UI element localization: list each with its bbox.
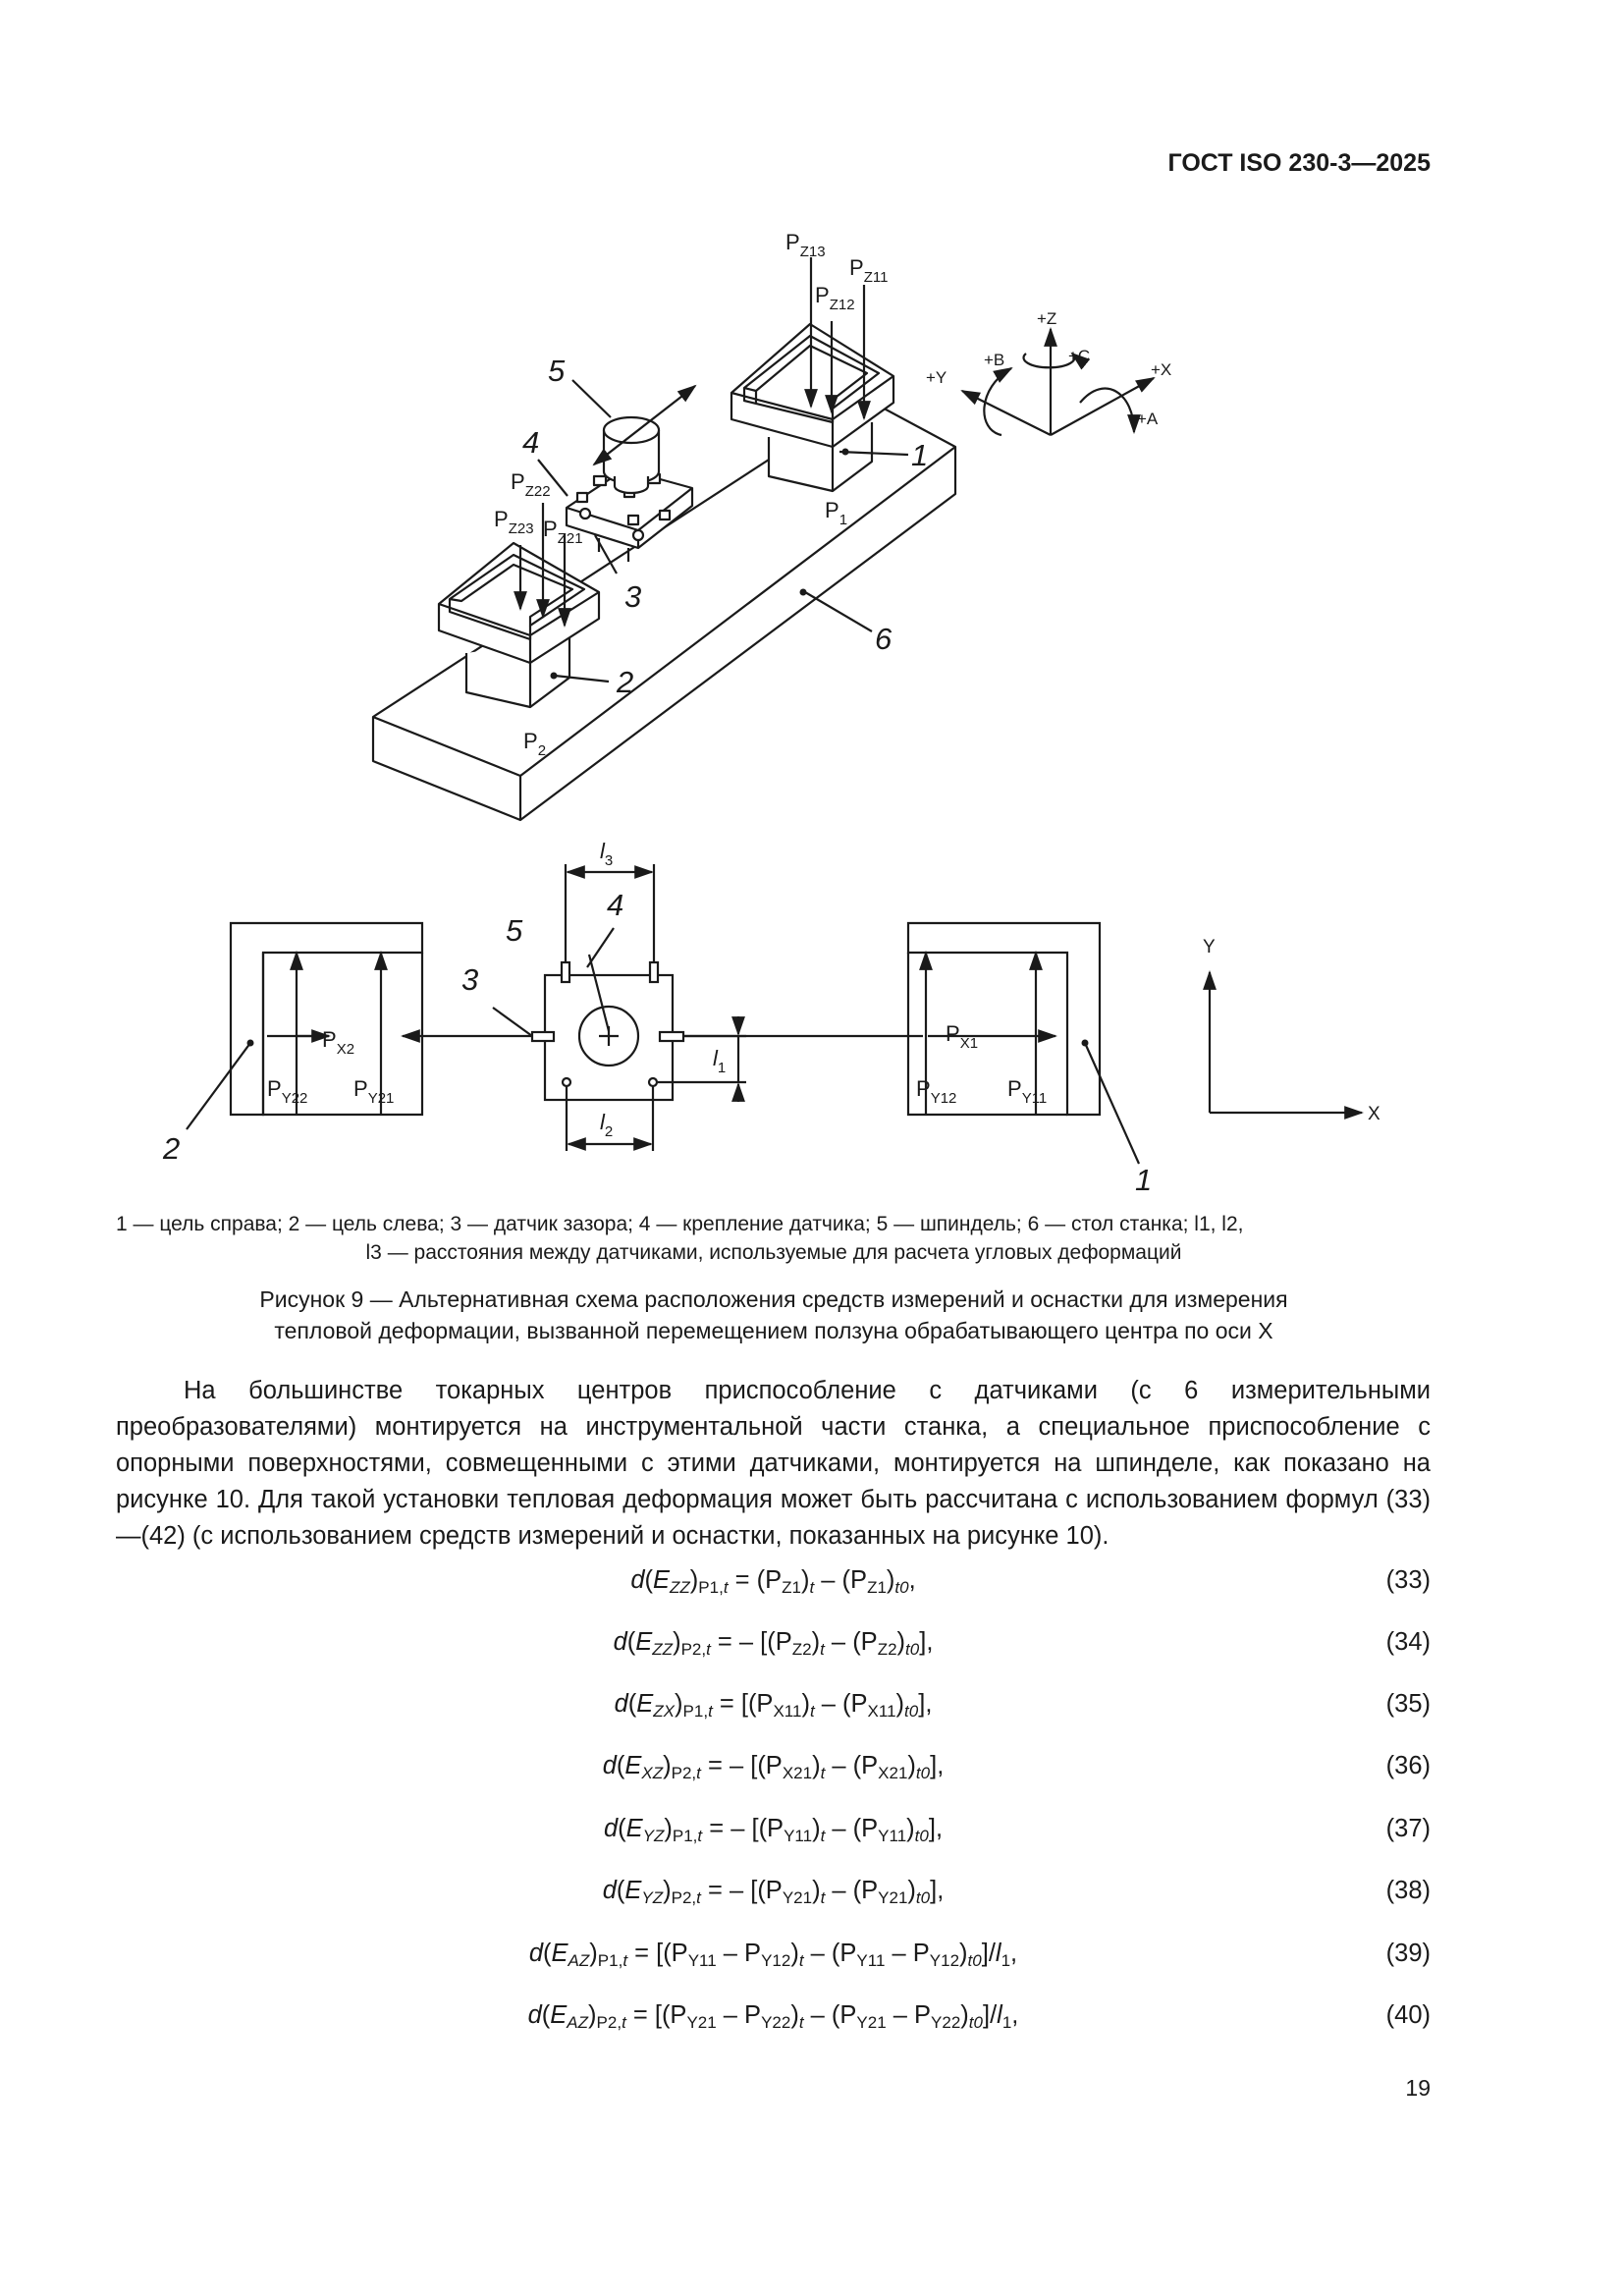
plan-callout-2: 2 (163, 1131, 181, 1166)
equation-formula: $d(E_{ZX})_{P1,t} = [(P_{X11})_t - (P_{X11})_{t0}]$, (614, 1690, 933, 1721)
equation-row (116, 1940, 1431, 1979)
equation-row (116, 1690, 1431, 1729)
isometric-figure (0, 0, 1623, 845)
dim-l1: $l_1$ (713, 1046, 727, 1076)
axis-plus-c: +C (1068, 347, 1091, 365)
callout-2: 2 (617, 665, 634, 699)
plan-callout-5: 5 (506, 913, 523, 948)
callout-3: 3 (624, 579, 642, 614)
plan-callout-4: 4 (607, 888, 624, 922)
equation-formula: $d(E_{ZZ})_{P1,t} = (P_{Z1})_t - (P_{Z1})_{t0}$, (630, 1566, 916, 1597)
label-pz21: $P_{Z21}$ (543, 517, 583, 547)
equation-number: (37) (1385, 1815, 1431, 1842)
callout-6: 6 (875, 622, 893, 656)
axis-plus-b: +B (984, 351, 1005, 369)
equation-formula: $d(E_{YZ})_{P1,t}$ = – $[(P_{Y11})_t - (P_{Y11})_{t0}]$, (603, 1815, 944, 1845)
equation-row (116, 1752, 1431, 1791)
equation-row (116, 1815, 1431, 1854)
plan-view-figure (0, 835, 1623, 1208)
dim-l2: $l_2$ (600, 1110, 614, 1140)
label-pz11: $P_{Z11}$ (849, 255, 889, 286)
equation-number: (36) (1385, 1752, 1431, 1779)
callout-5: 5 (548, 354, 566, 388)
label-pz12: $P_{Z12}$ (815, 283, 855, 313)
equation-number: (39) (1385, 1940, 1431, 1967)
axis-plus-y: +Y (926, 368, 947, 387)
label-py22: $P_{Y22}$ (267, 1076, 308, 1107)
equation-row (116, 1877, 1431, 1916)
equation-formula: $d(E_{AZ})_{P2,t} = [(P_{Y21} - P_{Y22})_t - (P_{Y21} - P_{Y22})_{t0}]/l_1$, (527, 2001, 1019, 2032)
label-py11: $P_{Y11}$ (1007, 1076, 1048, 1107)
label-pz13: $P_{Z13}$ (785, 230, 826, 260)
figure-caption (116, 1284, 1432, 1346)
equation-number: (33) (1385, 1566, 1431, 1594)
equation-row (116, 2001, 1431, 2041)
target-2-plan (231, 923, 422, 1115)
axis-plus-z: +Z (1037, 309, 1057, 328)
axis-x: X (1368, 1104, 1380, 1124)
equation-formula: $d(E_{AZ})_{P1,t} = [(P_{Y11} - P_{Y12})_t - (P_{Y11} - P_{Y12})_{t0}]/l_1$, (528, 1940, 1018, 1970)
legend-line-2: l3 — расстояния между датчиками, используемые для расчета угловых деформаций (365, 1241, 1182, 1264)
equation-number: (38) (1385, 1877, 1431, 1904)
document-header: ГОСТ ISO 230-3—2025 (1167, 149, 1431, 177)
plan-callout-1: 1 (1135, 1163, 1153, 1197)
label-pz22: $P_{Z22}$ (511, 469, 551, 500)
callout-1: 1 (911, 438, 929, 472)
equation-formula: $d(E_{ZZ})_{P2,t}$ = – $[(P_{Z2})_t - (P_{Z2})_{t0}]$, (613, 1628, 934, 1659)
equation-number: (34) (1385, 1628, 1431, 1656)
label-p2: $P_2$ (523, 729, 547, 759)
page-number: 19 (1405, 2075, 1431, 2101)
paragraph-text: На большинстве токарных центров приспособление с датчиками (с 6 измерительными преобразователями) монтируется на инструментальной части станка, а специальное приспособление с опорными поверхностями, совмещенными с этими датчиками, монтируется на шпинделе, как показано на рисунке 10. Для такой установки тепловая деформация может быть рассчитана с использованием формул (33)—(42) (с использованием средств измерений и оснастки, показанных на рисунке 10). (116, 1377, 1431, 1550)
target-1-plan (908, 923, 1100, 1115)
label-p1: $P_1$ (825, 498, 848, 528)
equation-number: (35) (1385, 1690, 1431, 1718)
label-px2: $P_{X2}$ (322, 1027, 355, 1058)
caption-line-2: тепловой деформации, вызванной перемещением ползуна обрабатывающего центра по оси X (274, 1318, 1273, 1343)
body-paragraph (116, 1373, 1431, 1555)
figure-legend (116, 1210, 1432, 1267)
legend-line-1: 1 — цель справа; 2 — цель слева; 3 — датчик зазора; 4 — крепление датчика; 5 — шпиндель; 6 — стол станка; l1, l2, (116, 1213, 1244, 1235)
equation-row (116, 1566, 1431, 1606)
equation-row (116, 1628, 1431, 1667)
dim-l3: $l_3$ (600, 839, 614, 869)
label-pz23: $P_{Z23}$ (494, 507, 534, 537)
axis-y: Y (1203, 937, 1216, 957)
equation-formula: $d(E_{YZ})_{P2,t}$ = – $[(P_{Y21})_t - (P_{Y21})_{t0}]$, (602, 1877, 945, 1907)
axis-plus-a: +A (1137, 410, 1159, 428)
equation-formula: $d(E_{XZ})_{P2,t}$ = – $[(P_{X21})_t - (P_{X21})_{t0}]$, (602, 1752, 945, 1782)
label-py12: $P_{Y12}$ (916, 1076, 957, 1107)
plan-callout-3: 3 (461, 962, 479, 997)
equation-number: (40) (1385, 2001, 1431, 2029)
axis-plus-x: +X (1151, 360, 1172, 379)
label-px1: $P_{X1}$ (946, 1021, 979, 1052)
label-py21: $P_{Y21}$ (353, 1076, 395, 1107)
callout-4: 4 (522, 425, 540, 460)
caption-line-1: Рисунок 9 — Альтернативная схема расположения средств измерений и оснастки для измерения (259, 1286, 1288, 1312)
